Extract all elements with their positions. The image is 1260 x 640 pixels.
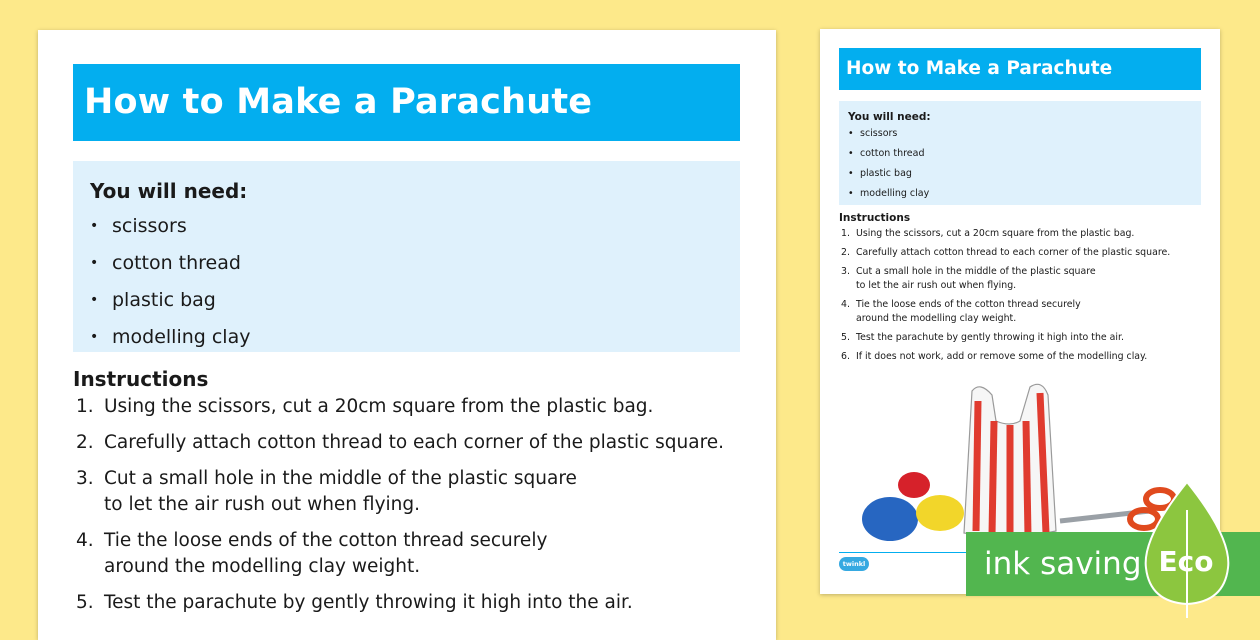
eco-label: Eco — [1158, 545, 1214, 578]
bullet-icon: • — [848, 188, 854, 199]
page-title: How to Make a Parachute — [73, 64, 740, 141]
preview-needs-heading: You will need: — [848, 111, 931, 123]
preview-instructions-heading: Instructions — [839, 212, 911, 224]
list-item: 5. Test the parachute by gently throwing it high into the air. — [841, 331, 1124, 343]
bullet-icon: • — [90, 255, 99, 271]
main-sheet — [38, 30, 776, 640]
list-item: 4. Tie the loose ends of the cotton thread securely around the modelling clay weight. — [841, 299, 1081, 324]
list-item: • scissors — [90, 208, 740, 245]
preview-instructions-list — [841, 227, 1201, 369]
list-item: 1. Using the scissors, cut a 20cm square from the plastic bag. — [76, 396, 654, 417]
list-item: 3. Cut a small hole in the middle of the plastic square to let the air rush out when flying. — [76, 468, 577, 515]
needs-panel — [73, 161, 740, 352]
list-item: 1. Using the scissors, cut a 20cm square from the plastic bag. — [841, 228, 1135, 239]
bullet-icon: • — [848, 148, 854, 159]
list-item: • plastic bag — [90, 282, 740, 319]
list-item: • scissors — [848, 124, 1201, 144]
list-item: 4. Tie the loose ends of the cotton thread securely around the modelling clay weight. — [76, 530, 548, 577]
preview-needs-panel — [839, 101, 1201, 205]
list-item: • cotton thread — [90, 245, 740, 282]
preview-needs-list — [848, 124, 1201, 204]
bullet-icon: • — [90, 218, 99, 234]
preview-title: How to Make a Parachute — [839, 48, 1201, 90]
modelling-clay-icon — [862, 472, 964, 541]
list-item: • cotton thread — [848, 144, 1201, 164]
list-item: • modelling clay — [90, 319, 740, 356]
needs-heading: You will need: — [90, 179, 248, 203]
bullet-icon: • — [90, 329, 99, 345]
list-item: 5. Test the parachute by gently throwing it high into the air. — [76, 592, 633, 613]
list-item: 2. Carefully attach cotton thread to each corner of the plastic square. — [76, 432, 725, 453]
instructions-list — [76, 394, 736, 626]
bullet-icon: • — [848, 168, 854, 179]
ink-saving-label: ink saving — [984, 546, 1142, 582]
bullet-icon: • — [90, 292, 99, 308]
twinkl-logo: twinkl — [839, 557, 869, 571]
list-item: 6. If it does not work, add or remove some of the modelling clay. — [841, 351, 1148, 363]
list-item: • plastic bag — [848, 164, 1201, 184]
list-item: 2. Carefully attach cotton thread to each corner of the plastic square. — [841, 247, 1171, 259]
instructions-heading: Instructions — [73, 367, 209, 391]
list-item: • modelling clay — [848, 184, 1201, 204]
needs-list — [90, 208, 740, 356]
bullet-icon: • — [848, 128, 854, 139]
list-item: 3. Cut a small hole in the middle of the plastic square to let the air rush out when flying. — [841, 266, 1096, 291]
plastic-bag-icon — [964, 384, 1056, 537]
